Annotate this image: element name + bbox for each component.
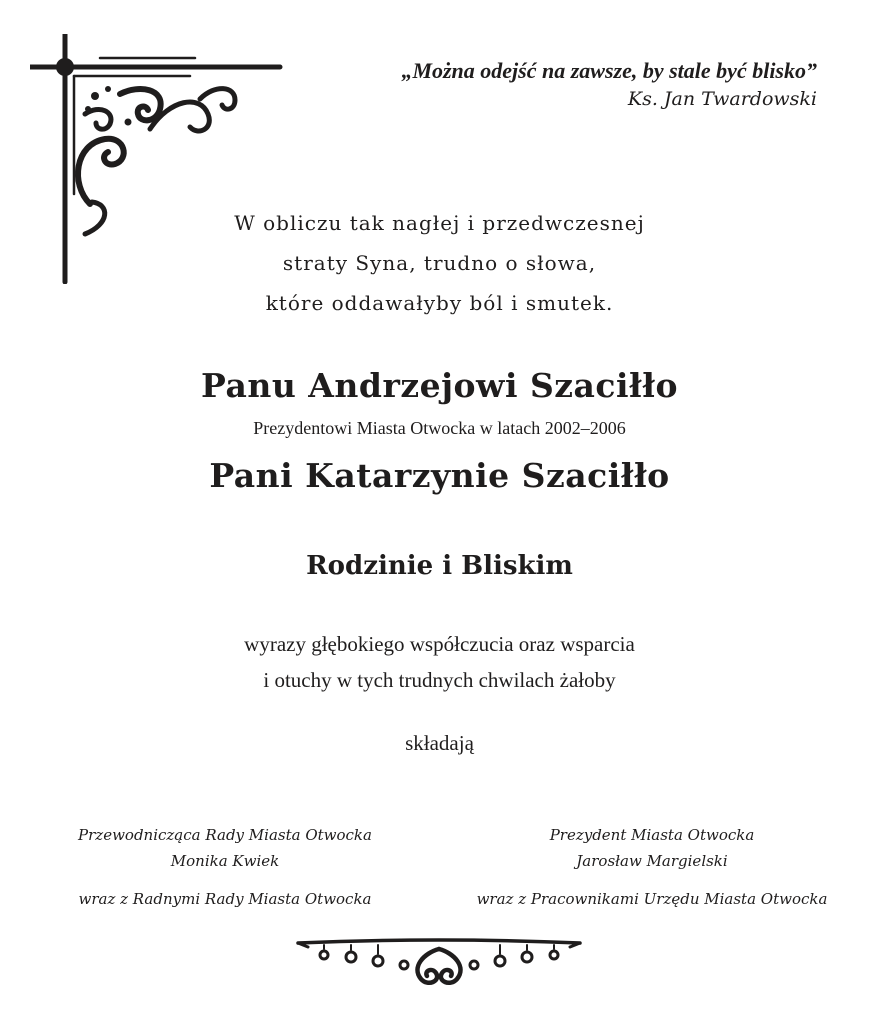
signatory-right xyxy=(470,822,834,912)
signatory-with: wraz z Radnymi Rady Miasta Otwocka xyxy=(78,890,372,908)
intro-text xyxy=(0,203,879,323)
quote-author: Ks. Jan Twardowski xyxy=(627,88,817,111)
intro-line: które oddawałyby ból i smutek. xyxy=(265,291,614,315)
signatory-role: Prezydent Miasta Otwocka xyxy=(549,826,755,844)
family-heading: Rodzinie i Bliskim xyxy=(306,551,573,581)
composed-by: składają xyxy=(405,731,474,755)
signatory-name: Monika Kwiek xyxy=(170,852,280,870)
signatory-role: Przewodnicząca Rady Miasta Otwocka xyxy=(78,826,372,844)
signatory-left xyxy=(60,822,390,912)
condolence-text xyxy=(0,626,879,698)
recipient-name-2: Pani Katarzynie Szaciłło xyxy=(209,456,670,495)
signatory-with: wraz z Pracownikami Urzędu Miasta Otwocka xyxy=(476,890,828,908)
intro-line: straty Syna, trudno o słowa, xyxy=(282,251,597,275)
bottom-flourish-icon xyxy=(296,935,582,989)
quote-block xyxy=(401,56,817,113)
condolence-line: wyrazy głębokiego współczucia oraz wsparcia xyxy=(244,632,635,656)
recipient-name-1: Panu Andrzejowi Szaciłło xyxy=(201,366,678,405)
condolence-line: i otuchy w tych trudnych chwilach żałoby xyxy=(263,668,616,692)
signatory-name: Jarosław Margielski xyxy=(576,852,728,870)
recipient-subtitle: Prezydentowi Miasta Otwocka w latach 2002–2006 xyxy=(253,418,626,438)
intro-line: W obliczu tak nagłej i przedwczesnej xyxy=(234,211,645,235)
quote-text: „Można odejść na zawsze, by stale być blisko” xyxy=(401,58,817,83)
